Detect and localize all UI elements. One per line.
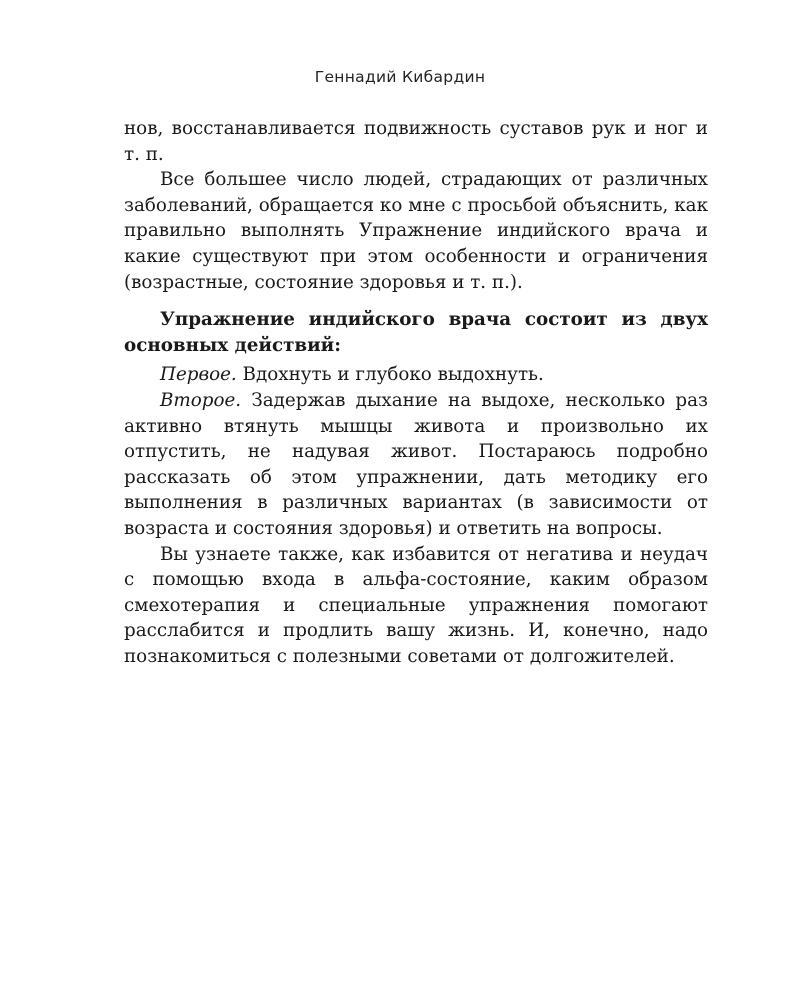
- step-two-text: Задержав дыхание на выдохе, несколько раз активно втянуть мышцы живота и произвольно их отпустить, не надувая живот. Постараюсь подробно рассказать об этом упражнении, дать методику его выполнения в различных вариантах (в зависимости от возраста и состояния здоровья) и ответить на вопросы.: [124, 389, 708, 539]
- step-two: [124, 388, 708, 542]
- paragraph-continuation: нов, восстанавливается подвижность суставов рук и ног и т. п.: [124, 118, 708, 165]
- page-body: [124, 116, 708, 669]
- running-head: Геннадий Кибардин: [314, 68, 486, 86]
- paragraph-final: Вы узнаете также, как избавится от негатива и неудач с помощью входа в альфа-состояние, каким образом смехотерапия и специальные упражнения помогают расслабится и продлить вашу жизнь. И, конечно, надо познакомиться с полезными советами от долгожителей.: [124, 543, 708, 667]
- step-one: [124, 362, 708, 388]
- section-heading: Упражнение индийского врача состоит из двух основных действий:: [124, 309, 708, 356]
- step-one-text: Вдохнуть и глубоко выдохнуть.: [236, 364, 544, 386]
- paragraph-requests: Все большее число людей, страдающих от различных заболеваний, обращается ко мне с просьбой объяснить, как правильно выполнять Упражнение индийского врача и какие существуют при этом особенности и ограничения (возрастные, состояние здоровья и т. п.).: [124, 169, 708, 293]
- step-two-label: Второе.: [160, 389, 242, 411]
- step-one-label: Первое.: [160, 364, 237, 386]
